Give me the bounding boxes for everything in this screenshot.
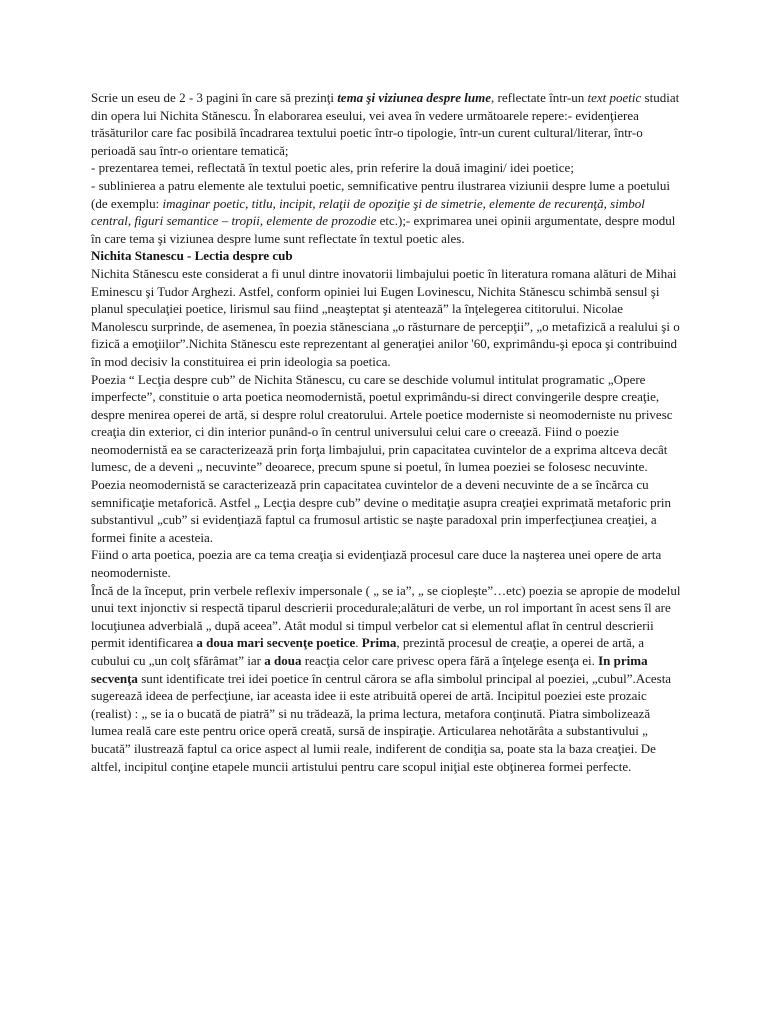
prompt-examples: imaginar poetic, titlu, incipit, relaţii de opoziţie şi de simetrie, elemente de recurenţă, simbol central, figuri semantice – tropii, elemente de prozodie [91, 195, 645, 229]
paragraph-analysis [91, 546, 681, 775]
prompt-text: studiat din opera lui Nichita Stănescu. În elaborarea eseului, vei avea în vedere următoarele repere:- evidenţierea trăsăturilor care fac posibilă încadrarea textului poetic într-o tipologie, într-un curent cultural/literar, într-o perioadă sau într-o orientare tematică; [91, 90, 680, 158]
paragraph-intro: Nichita Stănescu este considerat a fi unul dintre inovatorii limbajului poetic în literatura romana alături de Mihai Eminescu şi Tudor Arghezi. Astfel, conform opiniei lui Eugen Lovinescu, Nichita Stănescu schimbă sensul şi planul speculaţiei poetice, lirismul sau fiind „neaşteptat şi atentează” la înţelegerea cititorului. Nicolae Manolescu surprinde, de asemenea, în poezia stănesciana „o răsturnare de percepţii”, „o metafizică a realului şi o fizică a emoţiilor”.Nichita Stănescu este reprezentant al generaţiei anilor '60, exprimându-şi epoca şi contribuind în mod decisiv la constituirea ei prin ideologia sa poetica. [91, 265, 680, 369]
paragraph-text: , prezintă procesul de creaţie, a operei de artă, a cubului cu „un colţ sfărâmat” iar [91, 635, 644, 668]
essay-prompt [91, 89, 681, 247]
essay-heading: Nichita Stanescu - Lectia despre cub [91, 248, 293, 264]
prompt-italic-term: text poetic [587, 90, 642, 105]
paragraph-ars-poetica: Poezia “ Lecţia despre cub” de Nichita Stănescu, cu care se deschide volumul intitulat programatic „Opere imperfecte”, constituie o arta poetica neomodernistă, poetul exprimându-si direct convingerile despre creaţie, despre menirea operei de artă, si despre rolul creatorului. Artele poetice moderniste si neomoderniste nu privesc creaţia din exterior, ci din interior punând-o în centrul universului celui care o creează. Fiind o poezie neomodernistă ea se caracterizează prin forţa limbajului, prin capacitatea cuvintelor de a exprima altceva decât lumesc, de a deveni „ necuvinte” deoarece, precum spune si poetul, în lumea poeziei se folosesc necuvinte. Poezia neomodernistă se caracterizează prin capacitatea cuvintelor de a deveni necuvinte de a se încărca cu semnificaţie metaforică. Astfel „ Lecţia despre cub” devine o meditaţie asupra creaţiei exprimată metaforic prin substantivul „cub” si evidenţiază faptul ca frumosul artistic se naşte paradoxal prin imperfecţiunea creaţiei, a formei finite a acesteia. [91, 371, 673, 545]
paragraph-text: Fiind o arta poetica, poezia are ca tema creaţia si evidenţiază procesul care duce la naşterea unei opere de arta neomoderniste. [91, 547, 662, 581]
prompt-requirement: - prezentarea temei, reflectată în textul poetic ales, prin referire la două imagini/ idei poetice; [91, 160, 574, 176]
bold-phrase: a doua mari secvenţe poetice [196, 635, 356, 651]
prompt-requirement: etc.);- exprimarea unei opinii argumentate, despre modul în care tema şi viziunea despre lume sunt reflectate în textul poetic ales. [91, 213, 676, 246]
document-body [91, 89, 681, 775]
paragraph-text: reacţia celor care privesc opera fără a înţelege esenţa ei. [301, 653, 599, 668]
prompt-theme-emphasis: tema şi viziunea despre lume [337, 90, 492, 105]
prompt-requirement: - sublinierea a patru elemente ale textului poetic, semnificative pentru ilustrarea viziunii despre lume a poetului (de exemplu: [91, 177, 671, 211]
prompt-text: , reflectate într-un [491, 90, 588, 105]
paragraph-text: sunt identificate trei idei poetice în centrul cărora se afla simbolul principal al poeziei, „cubul”.Acesta sugerează ideea de perfecţiune, iar aceasta idee ii este atribuită operei de artă. Incipitul poeziei este prozaic (realist) : „ se ia o bucată de piatră” si nu trădează, la prima lectura, metafora conţinută. Piatra simbolizează lumea reală care este pentru orice operă creată, sursă de inspiraţie. Articularea nehotărâta a substantivului „ bucată” ilustrează faptul ca orice aspect al lumii reale, indiferent de condiţia sa, poate sta la baza creaţiei. De altfel, incipitul conţine etapele muncii artistului pentru care scopul iniţial este obţinerea formei perfecte. [91, 670, 672, 774]
bold-phrase: Prima [361, 635, 397, 651]
paragraph-text: . [355, 635, 362, 651]
prompt-text: Scrie un eseu de 2 - 3 pagini în care să prezinţi [91, 90, 338, 105]
paragraph-text: Încă de la început, prin verbele reflexiv impersonale ( „ se ia”, „ se cioplește”…etc) poezia se apropie de modelul unui text injonctiv si respectă tiparul descrierii procedurale;alături de verbe, un rol important în acest sens îl are locuţiunea adverbială „ după aceea”. Atât modul si timpul verbelor cat si elementul aflat în centrul descrierii permit identificarea [91, 582, 681, 651]
bold-phrase: In prima secvenţa [91, 653, 648, 686]
bold-phrase: a doua [264, 653, 302, 668]
